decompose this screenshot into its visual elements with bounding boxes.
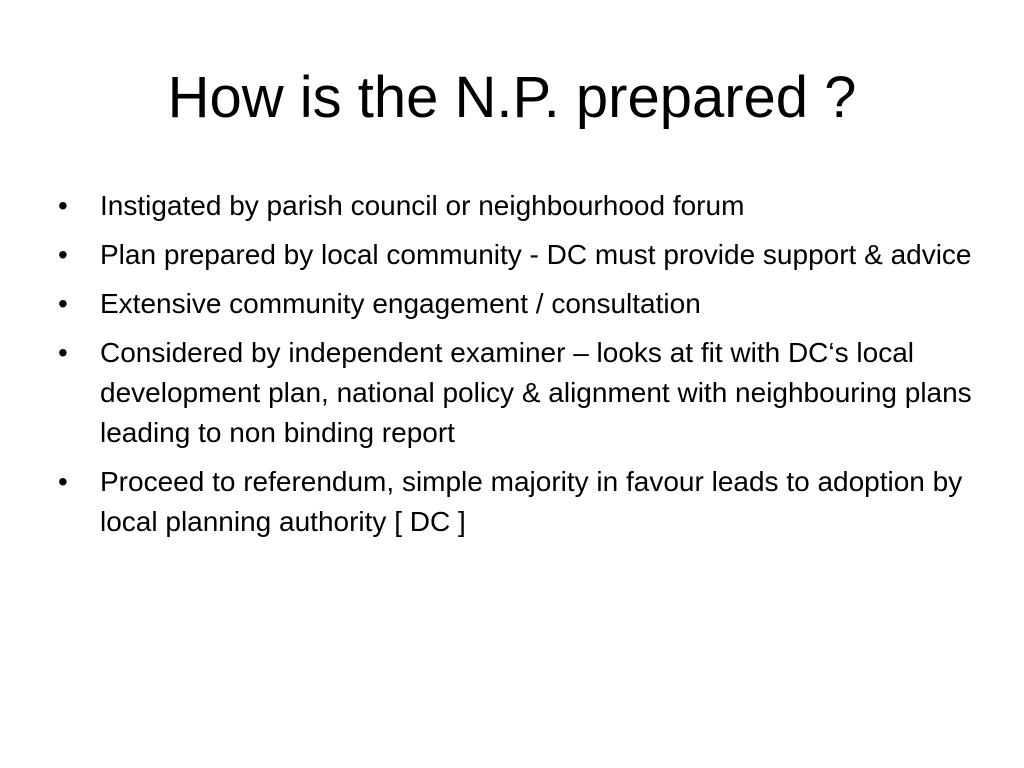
list-item	[58, 284, 978, 324]
list-item	[58, 462, 978, 542]
bullet-text: Considered by independent examiner – looks at fit with DC‘s local development plan, national policy & alignment with neighbouring plans leading to non binding report	[100, 337, 972, 448]
bullet-text: Instigated by parish council or neighbourhood forum	[100, 190, 745, 221]
bullet-marker: •	[58, 288, 68, 319]
slide-title: How is the N.P. prepared ?	[167, 65, 857, 130]
list-item	[58, 235, 978, 275]
bullet-marker: •	[58, 466, 68, 497]
bullet-text: Proceed to referendum, simple majority in favour leads to adoption by local planning authority [ DC ]	[100, 466, 963, 537]
list-item	[58, 186, 978, 226]
bullet-text: Extensive community engagement / consultation	[100, 288, 701, 319]
bullet-text: Plan prepared by local community - DC must provide support & advice	[100, 239, 972, 270]
bullet-marker: •	[58, 239, 68, 270]
bullet-marker: •	[58, 190, 68, 221]
list-item	[58, 333, 978, 453]
bullet-list	[58, 186, 978, 551]
bullet-marker: •	[58, 337, 68, 368]
